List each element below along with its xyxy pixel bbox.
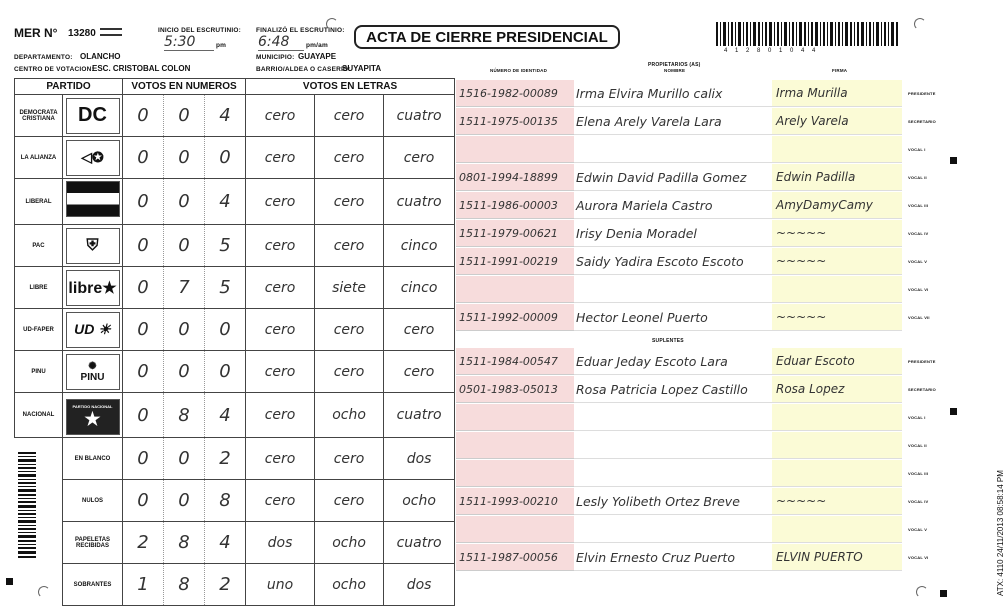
member-id (456, 460, 574, 487)
header-nombre: NOMBRE (664, 68, 686, 73)
liberal-logo-icon (66, 181, 120, 217)
registration-mark (6, 578, 13, 585)
member-signature: Eduar Escoto (772, 348, 902, 375)
vote-word: cero (315, 351, 384, 393)
nacional-logo-icon: PARTIDO NACIONAL ★ (66, 399, 120, 435)
party-name: PINU (15, 351, 63, 393)
member-row (456, 348, 948, 375)
vote-word: ocho (315, 393, 384, 438)
member-signature (772, 136, 902, 163)
municipio-label: MUNICIPIO: (256, 54, 295, 61)
vote-word: cero (246, 137, 315, 179)
header-votos-letras: VOTOS EN LETRAS (246, 79, 455, 95)
member-row (456, 488, 948, 515)
party-name: UD-FAPER (15, 309, 63, 351)
vote-digit: 0 (205, 137, 246, 179)
header-identidad: NÚMERO DE IDENTIDAD (490, 68, 548, 73)
member-id: 1511-1987-00056 (456, 544, 574, 571)
member-role-tag: VOCAL VI (908, 287, 929, 292)
vote-digit: 4 (205, 179, 246, 225)
member-id: 0801-1994-18899 (456, 164, 574, 191)
finalizo-value: 6:48 (258, 34, 304, 51)
vote-digit: 0 (123, 267, 164, 309)
member-signature (772, 404, 902, 431)
total-digit: 2 (123, 522, 164, 564)
member-role-tag: VOCAL II (908, 443, 927, 448)
libre-logo-icon: libre★ (66, 270, 120, 306)
vote-word: cero (246, 309, 315, 351)
vote-word: cero (246, 267, 315, 309)
total-digit: 0 (164, 480, 205, 522)
vote-word: cero (315, 309, 384, 351)
member-id: 1511-1993-00210 (456, 488, 574, 515)
party-logo (63, 137, 123, 179)
vote-digit: 0 (123, 225, 164, 267)
member-row (456, 220, 948, 247)
party-name: LIBRE (15, 267, 63, 309)
vote-word: cero (315, 179, 384, 225)
member-signature: ~~~~~ (772, 488, 902, 515)
barrio-label: BARRIO/ALDEA O CASERIO: (256, 66, 351, 73)
blank-cell (15, 564, 63, 606)
member-row (456, 304, 948, 331)
member-name: Lesly Yolibeth Ortez Breve (574, 488, 772, 515)
vote-word: cero (384, 309, 455, 351)
total-word: ocho (315, 564, 384, 606)
header-suplentes: SUPLENTES (652, 338, 684, 344)
member-name (574, 404, 772, 431)
vote-word: cero (246, 179, 315, 225)
member-id (456, 276, 574, 303)
header-votos-numeros: VOTOS EN NUMEROS (123, 79, 246, 95)
member-id (456, 516, 574, 543)
vote-digit: 0 (164, 137, 205, 179)
member-signature (772, 432, 902, 459)
member-row (456, 248, 948, 275)
party-name: LIBERAL (15, 179, 63, 225)
member-row (456, 108, 948, 135)
party-row (15, 95, 455, 137)
member-id (456, 404, 574, 431)
member-role-tag: SECRETARIO (908, 119, 936, 124)
registration-mark (940, 590, 947, 597)
member-name (574, 136, 772, 163)
vote-word: cuatro (384, 179, 455, 225)
member-name: Edwin David Padilla Gomez (574, 164, 772, 191)
vote-digit: 0 (205, 309, 246, 351)
registration-circle (38, 586, 50, 598)
member-name: Hector Leonel Puerto (574, 304, 772, 331)
total-digit: 4 (205, 522, 246, 564)
party-row (15, 309, 455, 351)
member-name: Rosa Patricia Lopez Castillo (574, 376, 772, 403)
registration-mark (950, 408, 957, 415)
member-name (574, 276, 772, 303)
member-signature: Arely Varela (772, 108, 902, 135)
total-digit: 1 (123, 564, 164, 606)
member-name: Eduar Jeday Escoto Lara (574, 348, 772, 375)
flag-icon (100, 28, 122, 36)
member-row (456, 404, 948, 431)
vote-digit: 0 (123, 309, 164, 351)
party-name: LA ALIANZA (15, 137, 63, 179)
member-signature: ~~~~~ (772, 220, 902, 247)
member-role-tag: VOCAL II (908, 175, 927, 180)
vote-digit: 0 (205, 351, 246, 393)
vote-digit: 0 (164, 179, 205, 225)
party-logo (63, 267, 123, 309)
registration-circle (916, 586, 928, 598)
total-word: cero (315, 438, 384, 480)
total-label: SOBRANTES (63, 564, 123, 606)
member-id (456, 432, 574, 459)
member-row (456, 276, 948, 303)
vote-digit: 4 (205, 95, 246, 137)
member-signature (772, 516, 902, 543)
party-logo (63, 393, 123, 438)
centro-label: CENTRO DE VOTACION: (14, 66, 94, 73)
total-digit: 2 (205, 564, 246, 606)
member-role-tag: VOCAL V (908, 527, 928, 532)
member-role-tag: VOCAL I (908, 415, 926, 420)
member-role-tag: VOCAL III (908, 471, 929, 476)
party-row (15, 225, 455, 267)
member-id: 1516-1982-00089 (456, 80, 574, 107)
total-word: cero (315, 480, 384, 522)
member-name (574, 432, 772, 459)
header-firma: FIRMA (832, 68, 848, 73)
party-name: PAC (15, 225, 63, 267)
member-name (574, 460, 772, 487)
vote-word: siete (315, 267, 384, 309)
ud-logo-icon: UD ☀ (66, 312, 120, 348)
member-role-tag: VOCAL VI (908, 555, 929, 560)
centro-value: ESC. CRISTOBAL COLON (92, 64, 191, 73)
member-id (456, 136, 574, 163)
document-title: ACTA DE CIERRE PRESIDENCIAL (354, 25, 620, 49)
vote-digit: 8 (164, 393, 205, 438)
total-word: uno (246, 564, 315, 606)
vote-word: cinco (384, 225, 455, 267)
vote-word: cero (384, 137, 455, 179)
total-row (15, 438, 455, 480)
departamento-value: OLANCHO (80, 52, 121, 61)
finalizo-ampm: pm/am (306, 42, 328, 49)
total-word: ocho (315, 522, 384, 564)
mer-number: 13280 (68, 28, 96, 39)
header-partido: PARTIDO (15, 79, 123, 95)
member-row (456, 544, 948, 571)
member-name: Elena Arely Varela Lara (574, 108, 772, 135)
member-row (456, 192, 948, 219)
member-name: Irisy Denia Moradel (574, 220, 772, 247)
finalizo-label: FINALIZÓ EL ESCRUTINIO: (256, 27, 345, 34)
party-logo (63, 225, 123, 267)
member-role-tag: VOCAL III (908, 203, 929, 208)
party-row (15, 267, 455, 309)
total-row (15, 480, 455, 522)
member-role-tag: VOCAL IV (908, 499, 929, 504)
member-row (456, 516, 948, 543)
total-digit: 2 (205, 438, 246, 480)
member-id: 1511-1991-00219 (456, 248, 574, 275)
member-name: Irma Elvira Murillo calix (574, 80, 772, 107)
member-role-tag: PRESIDENTE (908, 359, 936, 364)
total-label: NULOS (63, 480, 123, 522)
member-row (456, 432, 948, 459)
total-word: dos (384, 438, 455, 480)
vote-word: cero (315, 225, 384, 267)
member-row (456, 460, 948, 487)
total-digit: 0 (164, 438, 205, 480)
party-logo (63, 179, 123, 225)
inicio-label: INICIO DEL ESCRUTINIO: (158, 27, 242, 34)
member-signature: ~~~~~ (772, 304, 902, 331)
member-signature: Rosa Lopez (772, 376, 902, 403)
member-signature: Irma Murilla (772, 80, 902, 107)
total-word: cero (246, 480, 315, 522)
member-name: Aurora Mariela Castro (574, 192, 772, 219)
vote-digit: 7 (164, 267, 205, 309)
vote-digit: 0 (123, 351, 164, 393)
barcode-number: 4 1 2 8 0 1 0 4 4 (724, 48, 819, 54)
party-row (15, 179, 455, 225)
total-digit: 8 (164, 564, 205, 606)
vote-word: cero (246, 225, 315, 267)
vote-word: cero (384, 351, 455, 393)
member-name (574, 516, 772, 543)
vote-digit: 0 (164, 225, 205, 267)
member-signature (772, 460, 902, 487)
member-id: 1511-1979-00621 (456, 220, 574, 247)
vote-digit: 0 (123, 95, 164, 137)
pac-logo-icon: ⛨ (66, 228, 120, 264)
party-logo (63, 95, 123, 137)
member-name: Saidy Yadira Escoto Escoto (574, 248, 772, 275)
member-row (456, 80, 948, 107)
barrio-value: SUYAPITA (342, 64, 382, 73)
total-word: cero (246, 438, 315, 480)
registration-circle (914, 18, 926, 30)
vote-digit: 0 (164, 309, 205, 351)
total-row (15, 564, 455, 606)
total-word: dos (246, 522, 315, 564)
dc-logo-icon: DC (66, 98, 120, 134)
member-row (456, 164, 948, 191)
departamento-label: DEPARTAMENTO: (14, 54, 73, 61)
total-digit: 0 (123, 480, 164, 522)
vote-word: cuatro (384, 95, 455, 137)
member-role-tag: VOCAL V (908, 259, 928, 264)
scan-stamp: ATX: 4110 24/11/2013 08:58:14 PM (996, 470, 1005, 596)
vote-word: cero (315, 95, 384, 137)
inicio-ampm: pm (216, 42, 227, 49)
member-role-tag: SECRETARIO (908, 387, 936, 392)
vote-digit: 5 (205, 267, 246, 309)
member-id: 1511-1986-00003 (456, 192, 574, 219)
total-word: ocho (384, 480, 455, 522)
vote-digit: 0 (164, 351, 205, 393)
inicio-value: 5:30 (164, 34, 214, 51)
mer-label: MER N° (14, 26, 58, 40)
party-logo (63, 309, 123, 351)
vote-digit: 0 (123, 393, 164, 438)
vote-word: cero (246, 393, 315, 438)
party-name: DEMOCRATA CRISTIANA (15, 95, 63, 137)
member-role-tag: VOCAL VII (908, 315, 930, 320)
registration-circle (326, 18, 338, 30)
vote-word: cero (246, 351, 315, 393)
vote-digit: 4 (205, 393, 246, 438)
member-signature (772, 276, 902, 303)
vote-word: cero (246, 95, 315, 137)
member-signature: ELVIN PUERTO (772, 544, 902, 571)
member-signature: AmyDamyCamy (772, 192, 902, 219)
member-id: 1511-1992-00009 (456, 304, 574, 331)
member-signature: ~~~~~ (772, 248, 902, 275)
member-id: 0501-1983-05013 (456, 376, 574, 403)
party-row (15, 137, 455, 179)
member-id: 1511-1984-00547 (456, 348, 574, 375)
barcode-side (18, 452, 44, 562)
party-logo (63, 351, 123, 393)
vote-digit: 0 (123, 137, 164, 179)
vote-word: cuatro (384, 393, 455, 438)
vote-word: cero (315, 137, 384, 179)
total-digit: 0 (123, 438, 164, 480)
member-role-tag: PRESIDENTE (908, 91, 936, 96)
vote-word: cinco (384, 267, 455, 309)
party-row (15, 351, 455, 393)
total-row (15, 522, 455, 564)
total-word: dos (384, 564, 455, 606)
votes-table (14, 78, 455, 606)
member-name: Elvin Ernesto Cruz Puerto (574, 544, 772, 571)
total-digit: 8 (164, 522, 205, 564)
total-digit: 8 (205, 480, 246, 522)
member-row (456, 376, 948, 403)
municipio-value: GUAYAPE (298, 52, 337, 61)
vote-digit: 0 (164, 95, 205, 137)
member-signature: Edwin Padilla (772, 164, 902, 191)
total-word: cuatro (384, 522, 455, 564)
pinu-logo-icon: ✺ PINU (66, 354, 120, 390)
total-label: EN BLANCO (63, 438, 123, 480)
header-propietarios: PROPIETARIOS (AS) (648, 62, 701, 68)
member-role-tag: VOCAL IV (908, 231, 929, 236)
party-row (15, 393, 455, 438)
member-role-tag: VOCAL I (908, 147, 926, 152)
member-id: 1511-1975-00135 (456, 108, 574, 135)
vote-digit: 0 (123, 179, 164, 225)
vote-digit: 5 (205, 225, 246, 267)
registration-mark (950, 157, 957, 164)
total-label: PAPELETAS RECIBIDAS (63, 522, 123, 564)
party-name: NACIONAL (15, 393, 63, 438)
alianza-logo-icon: ◁✪ (66, 140, 120, 176)
member-row (456, 136, 948, 163)
